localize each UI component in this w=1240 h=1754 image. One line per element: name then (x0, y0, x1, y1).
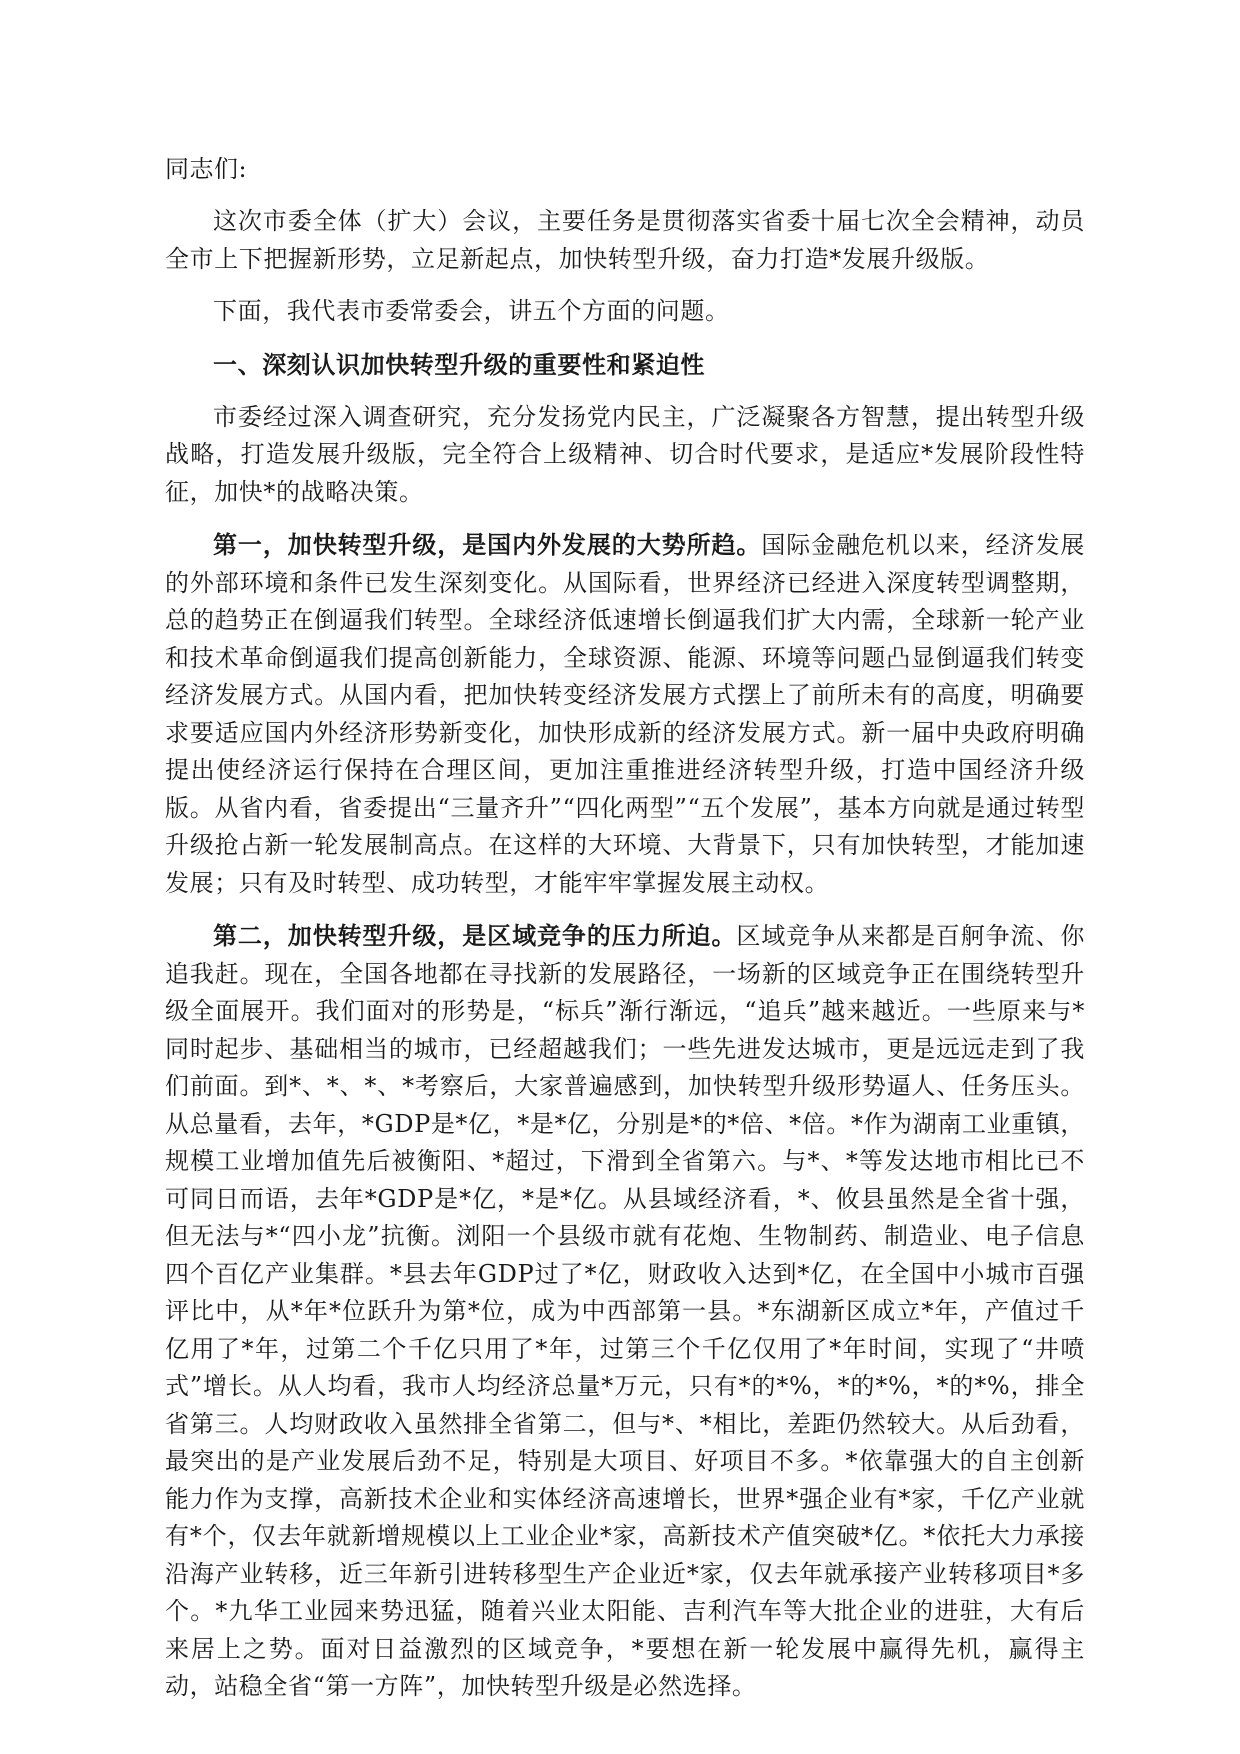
document-page (165, 150, 1085, 1721)
point-one-paragraph (165, 526, 1085, 902)
point-two-paragraph (165, 917, 1085, 1706)
outline-paragraph: 下面，我代表市委常委会，讲五个方面的问题。 (213, 297, 730, 325)
opening-paragraph: 这次市委全体（扩大）会议，主要任务是贯彻落实省委十届七次全会精神，动员全市上下把握新形势，立足新起点，加快转型升级，奋力打造*发展升级版。 (165, 207, 1085, 273)
salutation: 同志们: (165, 155, 248, 183)
point-one-body: 国际金融危机以来，经济发展的外部环境和条件已发生深刻变化。从国际看，世界经济已经进入深度转型调整期，总的趋势正在倒逼我们转型。全球经济低速增长倒逼我们扩大内需，全球新一轮产业和技术革命倒逼我们提高创新能力，全球资源、能源、环境等问题凸显倒逼我们转变经济发展方式。从国内看，把加快转变经济发展方式摆上了前所未有的高度，明确要求要适应国内外经济形势新变化，加快形成新的经济发展方式。新一届中央政府明确提出使经济运行保持在合理区间，更加注重推进经济转型升级，打造中国经济升级版。从省内看，省委提出“三量齐升”“四化两型”“五个发展”，基本方向就是通过转型升级抢占新一轮发展制高点。在这样的大环境、大背景下，只有加快转型，才能加速发展；只有及时转型、成功转型，才能牢牢掌握发展主动权。 (165, 531, 1085, 897)
point-two-body: 区域竞争从来都是百舸争流、你追我赶。现在，全国各地都在寻找新的发展路径，一场新的区域竞争正在围绕转型升级全面展开。我们面对的形势是，“标兵”渐行渐远，“追兵”越来越近。一些原来与*同时起步、基础相当的城市，已经超越我们；一些先进发达城市，更是远远走到了我们前面。到*、*、*、*考察后，大家普遍感到，加快转型升级形势逼人、任务压头。从总量看，去年，*GDP是*亿，*是*亿，分别是*的*倍、*倍。*作为湖南工业重镇，规模工业增加值先后被衡阳、*超过，下滑到全省第六。与*、*等发达地市相比已不可同日而语，去年*GDP是*亿，*是*亿。从县域经济看，*、攸县虽然是全省十强，但无法与*“四小龙”抗衡。浏阳一个县级市就有花炮、生物制药、制造业、电子信息四个百亿产业集群。*县去年GDP过了*亿，财政收入达到*亿，在全国中小城市百强评比中，从*年*位跃升为第*位，成为中西部第一县。*东湖新区成立*年，产值过千亿用了*年，过第二个千亿只用了*年，过第三个千亿仅用了*年时间，实现了“井喷式”增长。从人均看，我市人均经济总量*万元，只有*的*%，*的*%，*的*%，排全省第三。人均财政收入虽然排全省第二，但与*、*相比，差距仍然较大。从后劲看，最突出的是产业发展后劲不足，特别是大项目、好项目不多。*依靠强大的自主创新能力作为支撑，高新技术企业和实体经济高速增长，世界*强企业有*家，千亿产业就有*个，仅去年就新增规模以上工业企业*家，高新技术产值突破*亿。*依托大力承接沿海产业转移，近三年新引进转移型生产企业近*家，仅去年就承接产业转移项目*多个。*九华工业园来势迅猛，随着兴业太阳能、吉利汽车等大批企业的进驻，大有后来居上之势。面对日益激烈的区域竞争，*要想在新一轮发展中赢得先机，赢得主动，站稳全省“第一方阵”，加快转型升级是必然选择。 (165, 922, 1085, 1700)
point-one-lead: 第一，加快转型升级，是国内外发展的大势所趋。 (213, 530, 762, 559)
section-heading: 一、深刻认识加快转型升级的重要性和紧迫性 (213, 349, 705, 379)
point-two-lead: 第二，加快转型升级，是区域竞争的压力所迫。 (213, 921, 737, 950)
section-intro-paragraph: 市委经过深入调查研究，充分发扬党内民主，广泛凝聚各方智慧，提出转型升级战略，打造发展升级版，完全符合上级精神、切合时代要求，是适应*发展阶段性特征，加快*的战略决策。 (165, 402, 1085, 506)
